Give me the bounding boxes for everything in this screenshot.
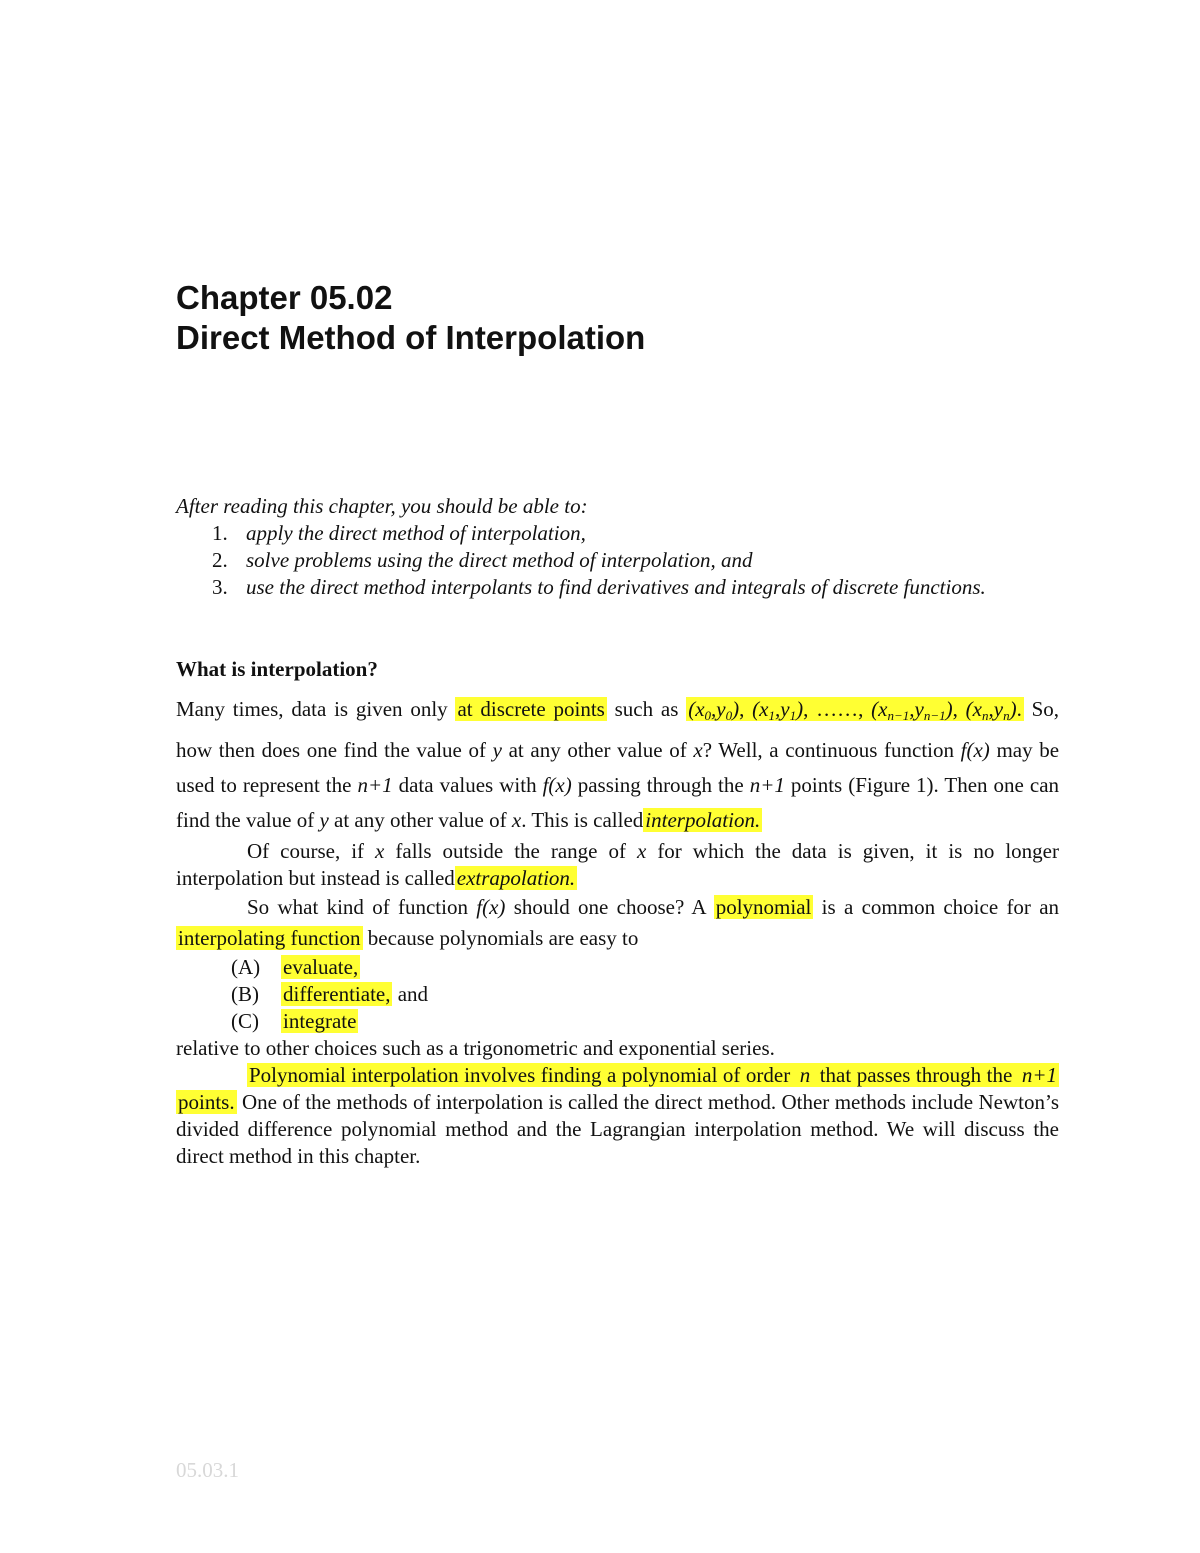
text-run: should one choose? A [513, 895, 706, 919]
choice-text: integrate [283, 1009, 357, 1033]
text-run: So, how then does one find the value of [176, 697, 1060, 762]
chapter-name: Direct Method of Interpolation [176, 319, 646, 356]
paragraph-4: relative to other choices such as a trigonometric and exponential series. [176, 1036, 775, 1060]
text-run: One of the methods of interpolation is called the direct method. Other methods include Newton’s divided difference polynomial method and the Lagrangian interpolation method. We will discuss the direct method in this chapter. [176, 1090, 1060, 1168]
text-run: for which the data is given, it is no longer interpolation but instead is called [176, 839, 1059, 890]
highlight: extrapolation. [456, 866, 576, 890]
text-run: points (Figure 1). Then one can find the value of [176, 773, 1060, 832]
text-run: because polynomials are easy to [367, 926, 639, 950]
math-var: x [511, 808, 522, 832]
objectives-list [176, 520, 1059, 601]
paragraph-1 [176, 692, 1059, 838]
objective-item [176, 520, 1059, 547]
text-run: ? Well, a continuous function [702, 738, 955, 762]
highlight: Polynomial interpolation involves finding a polynomial of order [249, 1063, 791, 1087]
choice-letter: (A) [231, 955, 261, 979]
section-heading: What is interpolation? [176, 657, 378, 681]
text-run: . This is called [521, 808, 644, 832]
text-run: falls outside the range of [395, 839, 626, 863]
text-run: So what kind of function [247, 895, 468, 919]
highlight: interpolation. [645, 808, 761, 832]
paragraph-5 [176, 1062, 1059, 1170]
text-run: such as [614, 697, 679, 721]
math-var-n: n [799, 1063, 811, 1087]
math-var: x [375, 839, 385, 863]
math-var: x [636, 839, 647, 863]
paragraph-3 [176, 892, 1059, 954]
objective-text: apply the direct method of interpolation, [246, 521, 586, 545]
choice-letter: (C) [231, 1009, 259, 1033]
objectives-intro: After reading this chapter, you should be able to: [176, 494, 588, 518]
choice-item [176, 1008, 1059, 1035]
choice-after: and [397, 982, 429, 1006]
text-run: is a common choice for an [821, 895, 1060, 919]
learning-objectives [176, 493, 1059, 601]
math-expr: f(x) [476, 895, 506, 919]
text-run: data values with [398, 773, 537, 797]
highlight: at discrete points [457, 697, 605, 721]
paragraph-2 [176, 838, 1059, 892]
page-number: 05.03.1 [176, 1458, 239, 1482]
text-run: Many times, data is given only [176, 697, 448, 721]
math-var [792, 1063, 818, 1087]
objective-text: solve problems using the direct method of interpolation, and [246, 548, 753, 572]
text-run: at any other value of [334, 808, 507, 832]
math-expr: f(x) [542, 773, 572, 797]
math-var: x [693, 738, 703, 762]
highlight: points. [178, 1090, 235, 1114]
math-var: y [319, 808, 329, 832]
math-expr: f(x) [960, 738, 990, 762]
objective-number: 3. [212, 575, 228, 599]
math-var: y [492, 738, 502, 762]
text-run: may be used to represent the [176, 738, 1060, 797]
math-expr: n+1 [749, 773, 785, 797]
text-run: Of course, if [247, 839, 365, 863]
math-n-plus-1: n+1 [1021, 1063, 1058, 1087]
highlight: that passes through the [819, 1063, 1013, 1087]
highlight: interpolating function [178, 926, 361, 950]
objective-number: 2. [212, 548, 228, 572]
highlight: polynomial [715, 895, 812, 919]
objective-item [176, 547, 1059, 574]
math-expr: n+1 [357, 773, 393, 797]
choice-item [176, 954, 1059, 981]
ellipsis: …… [816, 697, 859, 721]
highlight-points: $(x_0,y_0)$, $(x_1,y_1)$, ……, $(x_{n-1},y_{n-1})$, $(x_n,y_n)$. [688, 697, 1022, 723]
body-text [176, 692, 1059, 1170]
choice-list [176, 954, 1059, 1035]
choice-text: differentiate, [283, 982, 391, 1006]
objective-number: 1. [212, 521, 228, 545]
chapter-title [176, 278, 645, 358]
choice-item [176, 981, 1059, 1008]
math-expr [1014, 1063, 1059, 1087]
chapter-number: Chapter 05.02 [176, 279, 393, 316]
objective-text: use the direct method interpolants to find derivatives and integrals of discrete functions. [246, 575, 986, 599]
objective-item [176, 574, 1059, 601]
choice-letter: (B) [231, 982, 259, 1006]
text-run: passing through the [577, 773, 744, 797]
text-run: at any other value of [508, 738, 687, 762]
choice-text: evaluate, [283, 955, 359, 979]
